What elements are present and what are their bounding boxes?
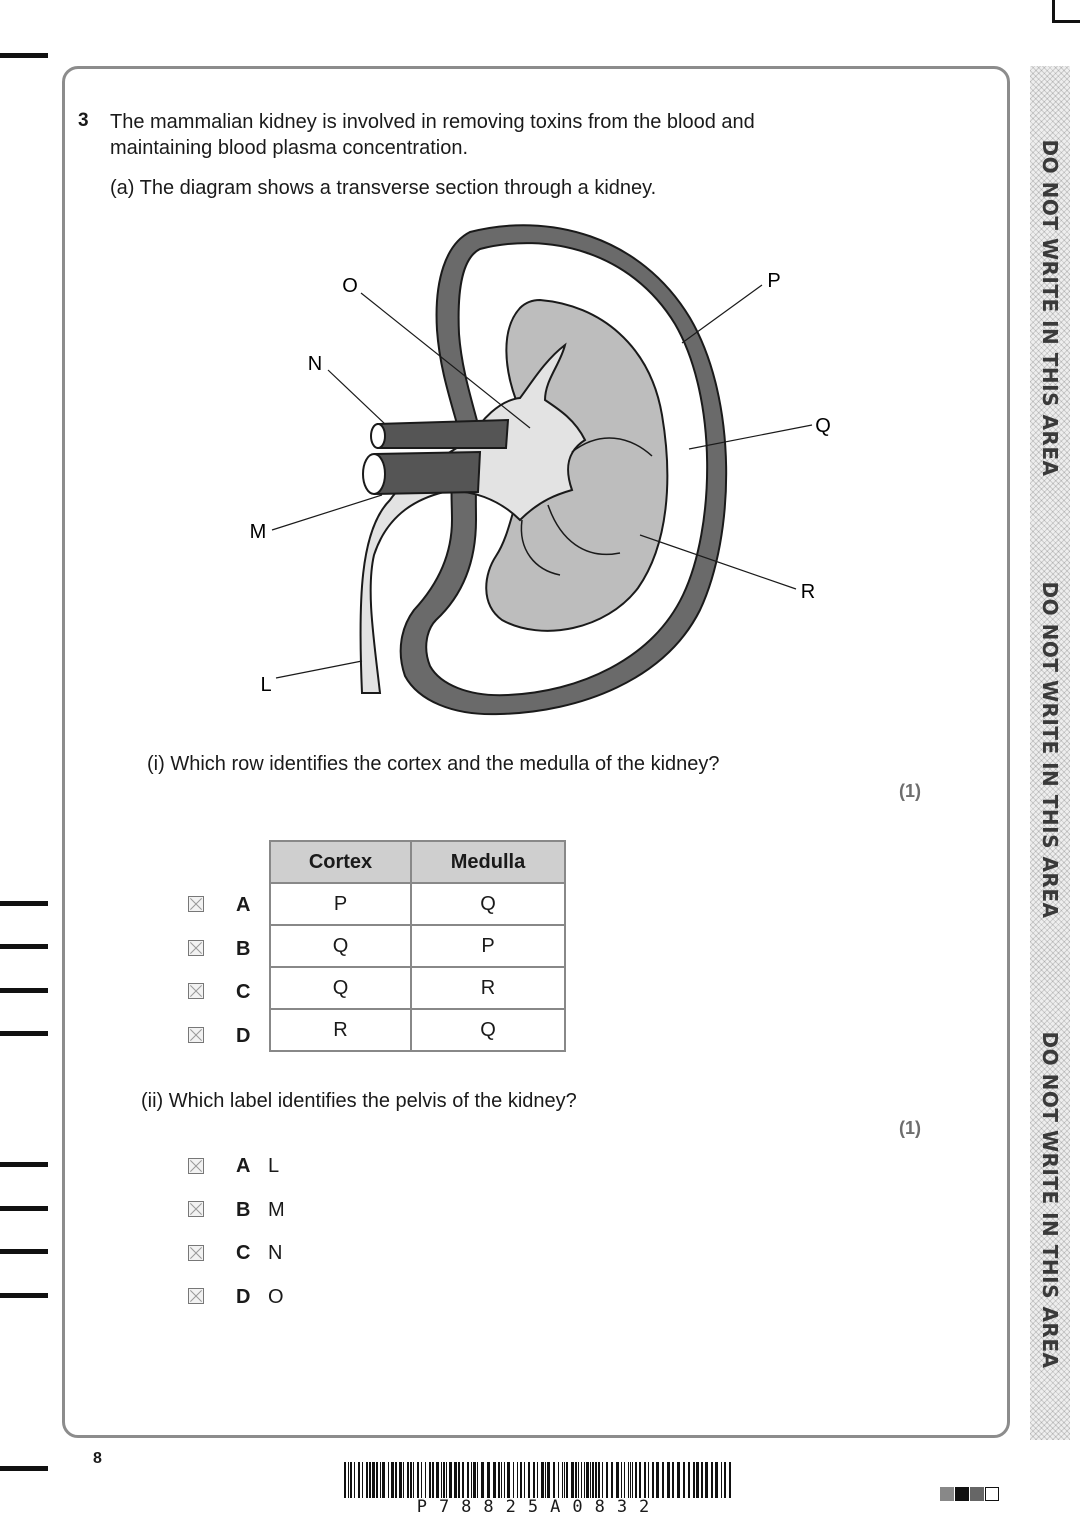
medulla-cell: Q	[411, 883, 565, 925]
barcode-bar	[632, 1462, 633, 1498]
cortex-cell: Q	[270, 967, 411, 1009]
barcode-bar	[391, 1462, 394, 1498]
medulla-cell: R	[411, 967, 565, 1009]
option-b-value: M	[268, 1199, 285, 1221]
barcode	[344, 1462, 734, 1498]
barcode-bar	[467, 1462, 469, 1498]
barcode-bar	[520, 1462, 522, 1498]
barcode-bar	[473, 1462, 476, 1498]
barcode-bar	[369, 1462, 371, 1498]
option-b-letter: B	[236, 938, 251, 960]
option-b-letter: B	[236, 1199, 251, 1221]
diagram-label-N: N	[307, 353, 323, 375]
barcode-bar	[487, 1462, 490, 1498]
diagram-label-P: P	[767, 270, 781, 292]
margin-tick	[0, 1293, 48, 1298]
margin-tick	[0, 1162, 48, 1167]
barcode-bar	[443, 1462, 445, 1498]
barcode-bar	[458, 1462, 460, 1498]
table-header-cortex: Cortex	[270, 841, 411, 883]
barcode-bar	[429, 1462, 431, 1498]
margin-tick	[0, 1031, 48, 1036]
part-i-prompt: (i) Which row identifies the cortex and the medulla of the kidney?	[147, 753, 720, 775]
barcode-bar	[602, 1462, 603, 1498]
barcode-bar	[348, 1462, 349, 1498]
medulla-cell: P	[411, 925, 565, 967]
table-row	[270, 1009, 565, 1051]
barcode-bar	[501, 1462, 502, 1498]
barcode-bar	[382, 1462, 385, 1498]
barcode-bar	[592, 1462, 594, 1498]
barcode-bar	[724, 1462, 726, 1498]
option-a-checkbox[interactable]	[188, 896, 204, 912]
barcode-bar	[677, 1462, 680, 1498]
margin-tick	[0, 988, 48, 993]
margin-tick	[0, 1466, 48, 1471]
barcode-bar	[524, 1462, 525, 1498]
barcode-bar	[644, 1462, 646, 1498]
barcode-bar	[407, 1462, 409, 1498]
margin-tick	[0, 901, 48, 906]
barcode-bar	[729, 1462, 731, 1498]
barcode-bar	[545, 1462, 546, 1498]
barcode-bar	[624, 1462, 625, 1498]
barcode-bar	[701, 1462, 703, 1498]
question-number: 3	[78, 110, 89, 131]
barcode-bar	[590, 1462, 591, 1498]
table-row	[270, 967, 565, 1009]
diagram-label-R: R	[800, 581, 816, 603]
barcode-bar	[366, 1462, 368, 1498]
barcode-bar	[417, 1462, 419, 1498]
barcode-bar	[344, 1462, 346, 1498]
barcode-bar	[711, 1462, 713, 1498]
option-a-letter: A	[236, 894, 251, 916]
barcode-bar	[688, 1462, 690, 1498]
barcode-bar	[449, 1462, 452, 1498]
page-number: 8	[93, 1450, 102, 1467]
option-c-letter: C	[236, 981, 251, 1003]
barcode-bar	[362, 1462, 363, 1498]
option-d-letter: D	[236, 1025, 251, 1047]
page-marker-square	[940, 1487, 954, 1501]
barcode-bar	[648, 1462, 649, 1498]
barcode-bar	[388, 1462, 389, 1498]
barcode-bar	[477, 1462, 478, 1498]
renal-vein-end	[371, 424, 385, 448]
barcode-bar	[662, 1462, 664, 1498]
option-b-checkbox[interactable]	[188, 1201, 204, 1217]
table-header-medulla: Medulla	[411, 841, 565, 883]
table-row	[270, 883, 565, 925]
barcode-bar	[481, 1462, 484, 1498]
barcode-bar	[504, 1462, 505, 1498]
page-marker-square	[970, 1487, 984, 1501]
barcode-bar	[616, 1462, 619, 1498]
diagram-label-Q: Q	[815, 415, 831, 437]
barcode-bar	[471, 1462, 472, 1498]
barcode-bar	[558, 1462, 559, 1498]
barcode-bar	[436, 1462, 439, 1498]
cortex-cell: P	[270, 883, 411, 925]
diagram-label-M: M	[249, 521, 267, 543]
barcode-bar	[380, 1462, 381, 1498]
barcode-bar	[425, 1462, 426, 1498]
part-ii-marks: (1)	[899, 1118, 921, 1138]
option-d-letter: D	[236, 1286, 251, 1308]
barcode-bar	[413, 1462, 414, 1498]
barcode-bar	[683, 1462, 685, 1498]
barcode-bar	[421, 1462, 422, 1498]
barcode-bar	[606, 1462, 608, 1498]
option-c-letter: C	[236, 1242, 251, 1264]
barcode-bar	[350, 1462, 352, 1498]
cortex-cell: Q	[270, 925, 411, 967]
barcode-bar	[598, 1462, 600, 1498]
leader-line-N	[328, 370, 385, 424]
barcode-bar	[628, 1462, 629, 1498]
barcode-bar	[462, 1462, 464, 1498]
option-c-checkbox[interactable]	[188, 983, 204, 999]
barcode-bar	[541, 1462, 544, 1498]
margin-tick	[0, 944, 48, 949]
table-row	[270, 925, 565, 967]
barcode-bar	[354, 1462, 355, 1498]
barcode-bar	[395, 1462, 397, 1498]
margin-tick	[0, 1206, 48, 1211]
barcode-bar	[639, 1462, 641, 1498]
renal-artery	[375, 452, 480, 494]
leader-line-M	[272, 495, 382, 530]
option-a-letter: A	[236, 1155, 251, 1177]
barcode-bar	[403, 1462, 404, 1498]
renal-vein	[378, 420, 508, 448]
barcode-bar	[578, 1462, 579, 1498]
barcode-bar	[446, 1462, 447, 1498]
barcode-bar	[575, 1462, 577, 1498]
barcode-bar	[517, 1462, 518, 1498]
question-text: The mammalian kidney is involved in removing toxins from the blood and maintaining blood plasma concentration.	[110, 111, 755, 159]
barcode-bar	[584, 1462, 585, 1498]
barcode-bar	[513, 1462, 514, 1498]
barcode-bar	[454, 1462, 457, 1498]
barcode-bar	[705, 1462, 708, 1498]
page-marker-square	[955, 1487, 969, 1501]
option-d-checkbox[interactable]	[188, 1288, 204, 1304]
barcode-bar	[672, 1462, 674, 1498]
option-c-value: N	[268, 1242, 283, 1264]
barcode-bar	[630, 1462, 631, 1498]
barcode-bar	[507, 1462, 510, 1498]
option-d-value: O	[268, 1286, 284, 1308]
cortex-medulla-table	[269, 840, 566, 1052]
diagram-label-L: L	[260, 674, 272, 696]
barcode-bar	[372, 1462, 375, 1498]
part-i-marks: (1)	[899, 781, 921, 801]
page-marker-square	[985, 1487, 999, 1501]
barcode-bar	[621, 1462, 622, 1498]
barcode-bar	[595, 1462, 597, 1498]
barcode-bar	[652, 1462, 654, 1498]
barcode-bar	[635, 1462, 637, 1498]
barcode-bar	[498, 1462, 500, 1498]
barcode-bar	[562, 1462, 563, 1498]
barcode-bar	[721, 1462, 722, 1498]
barcode-bar	[537, 1462, 538, 1498]
barcode-bar	[656, 1462, 659, 1498]
option-a-value: L	[268, 1155, 280, 1177]
barcode-text: P78825A0832	[416, 1497, 662, 1517]
option-d-checkbox[interactable]	[188, 1027, 204, 1043]
barcode-bar	[566, 1462, 568, 1498]
leader-line-L	[276, 661, 362, 678]
barcode-bar	[586, 1462, 589, 1498]
barcode-bar	[441, 1462, 442, 1498]
renal-artery-end	[363, 454, 385, 494]
barcode-bar	[693, 1462, 695, 1498]
option-a-checkbox[interactable]	[188, 1158, 204, 1174]
barcode-bar	[533, 1462, 535, 1498]
barcode-bar	[667, 1462, 670, 1498]
kidney-diagram	[0, 0, 1080, 760]
barcode-bar	[399, 1462, 402, 1498]
barcode-bar	[432, 1462, 434, 1498]
barcode-bar	[564, 1462, 565, 1498]
margin-tick	[0, 1249, 48, 1254]
option-b-checkbox[interactable]	[188, 940, 204, 956]
barcode-bar	[553, 1462, 555, 1498]
part-ii-prompt: (ii) Which label identifies the pelvis of the kidney?	[141, 1090, 577, 1112]
barcode-bar	[410, 1462, 412, 1498]
barcode-bar	[715, 1462, 718, 1498]
barcode-bar	[696, 1462, 699, 1498]
leader-line-P	[682, 285, 762, 343]
diagram-label-O: O	[342, 275, 358, 297]
barcode-bar	[547, 1462, 550, 1498]
barcode-bar	[611, 1462, 613, 1498]
medulla-cell: Q	[411, 1009, 565, 1051]
part-a-prompt: (a) The diagram shows a transverse section through a kidney.	[110, 177, 657, 199]
barcode-bar	[358, 1462, 360, 1498]
option-c-checkbox[interactable]	[188, 1245, 204, 1261]
barcode-bar	[571, 1462, 574, 1498]
barcode-bar	[528, 1462, 530, 1498]
barcode-bar	[376, 1462, 378, 1498]
cortex-cell: R	[270, 1009, 411, 1051]
barcode-bar	[493, 1462, 496, 1498]
barcode-bar	[581, 1462, 582, 1498]
